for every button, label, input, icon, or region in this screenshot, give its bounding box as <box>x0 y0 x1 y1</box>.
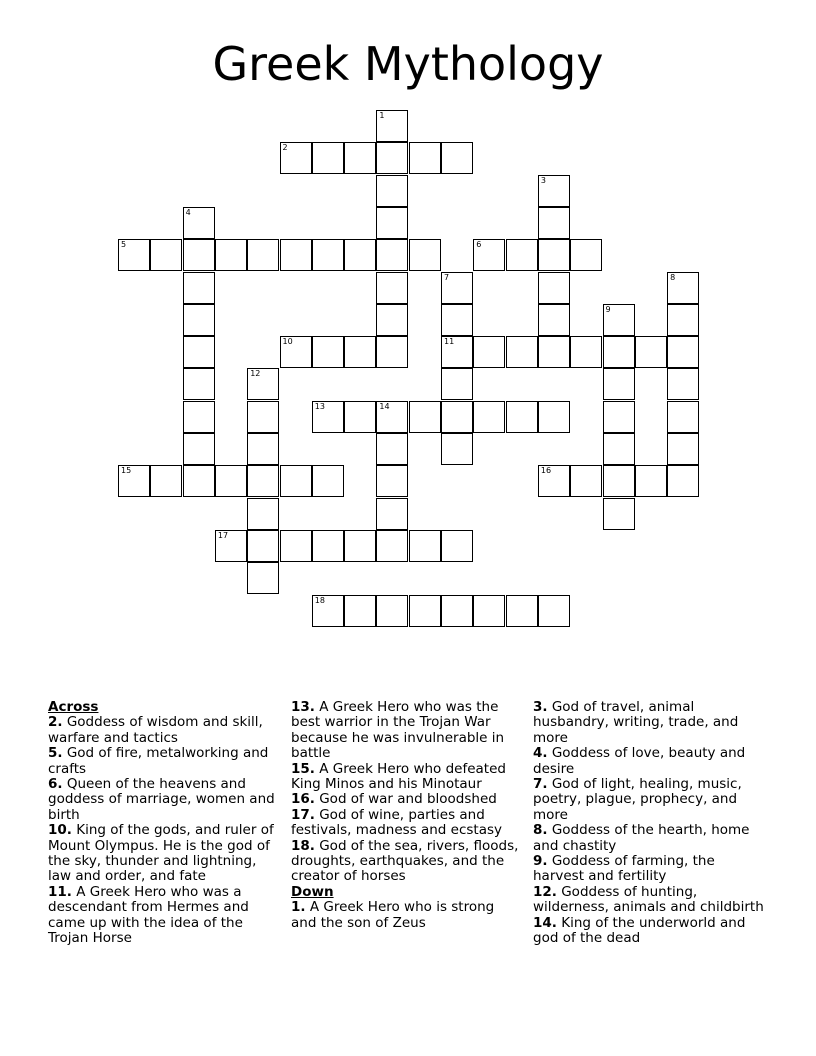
grid-cell[interactable] <box>247 401 279 433</box>
grid-cell[interactable] <box>344 595 376 627</box>
cell-number: 6 <box>476 240 482 250</box>
cell-number: 4 <box>185 207 191 217</box>
grid-cell[interactable] <box>344 530 376 562</box>
grid-cell[interactable] <box>506 595 538 627</box>
grid-cell[interactable] <box>312 142 344 174</box>
grid-cell[interactable] <box>376 207 408 239</box>
grid-cell[interactable] <box>376 498 408 530</box>
grid-cell[interactable] <box>312 336 344 368</box>
grid-cell[interactable] <box>603 498 635 530</box>
down-header: Down <box>291 883 334 900</box>
grid-cell[interactable] <box>183 207 215 239</box>
grid-cell[interactable] <box>538 272 570 304</box>
grid-cell[interactable] <box>409 239 441 271</box>
grid-cell[interactable] <box>441 401 473 433</box>
grid-cell[interactable] <box>118 239 150 271</box>
grid-cell[interactable] <box>312 239 344 271</box>
grid-cell[interactable] <box>635 465 667 497</box>
clue-down-1: 1. A Greek Hero who is strong and the son of Zeus <box>291 899 495 931</box>
grid-cell[interactable] <box>635 336 667 368</box>
grid-cell[interactable] <box>183 304 215 336</box>
grid-cell[interactable] <box>215 465 247 497</box>
grid-cell[interactable] <box>667 336 699 368</box>
grid-cell[interactable] <box>506 401 538 433</box>
cell-number: 2 <box>282 143 288 153</box>
grid-cell[interactable] <box>667 272 699 304</box>
clue-across-2: 2. Goddess of wisdom and skill, warfare and tactics <box>48 714 263 746</box>
grid-cell[interactable] <box>376 401 408 433</box>
grid-cell[interactable] <box>376 595 408 627</box>
clue-column-2 <box>291 700 523 931</box>
grid-cell[interactable] <box>667 401 699 433</box>
grid-cell[interactable] <box>409 595 441 627</box>
clue-down-4: 4. Goddess of love, beauty and desire <box>533 745 746 777</box>
grid-cell[interactable] <box>441 530 473 562</box>
grid-cell[interactable] <box>183 368 215 400</box>
clue-across-6: 6. Queen of the heavens and goddess of marriage, women and birth <box>48 776 275 823</box>
grid-cell[interactable] <box>538 595 570 627</box>
grid-cell[interactable] <box>312 465 344 497</box>
clue-column-1 <box>48 700 280 947</box>
page-title: Greek Mythology <box>212 37 604 91</box>
grid-cell[interactable] <box>603 465 635 497</box>
grid-cell[interactable] <box>441 304 473 336</box>
cell-number: 3 <box>540 175 546 185</box>
grid-cell[interactable] <box>183 272 215 304</box>
cell-number: 9 <box>605 304 611 314</box>
grid-cell[interactable] <box>441 368 473 400</box>
grid-cell[interactable] <box>280 336 312 368</box>
grid-cell[interactable] <box>441 433 473 465</box>
grid-cell[interactable] <box>667 433 699 465</box>
grid-cell[interactable] <box>603 433 635 465</box>
clue-across-16: 16. God of war and bloodshed <box>291 791 497 808</box>
cell-number: 16 <box>540 466 552 476</box>
grid-cell[interactable] <box>538 239 570 271</box>
grid-cell[interactable] <box>280 465 312 497</box>
across-header: Across <box>48 699 99 715</box>
grid-cell[interactable] <box>538 401 570 433</box>
grid-cell[interactable] <box>344 336 376 368</box>
grid-cell[interactable] <box>344 142 376 174</box>
grid-cell[interactable] <box>409 142 441 174</box>
grid-cell[interactable] <box>441 142 473 174</box>
grid-cell[interactable] <box>538 336 570 368</box>
grid-cell[interactable] <box>667 465 699 497</box>
cell-number: 15 <box>121 466 132 476</box>
grid-cell[interactable] <box>247 530 279 562</box>
clue-across-10: 10. King of the gods, and ruler of Mount Olympus. He is the god of the sky, thunder and lightning, law and order, and fate <box>48 822 274 885</box>
grid-cell[interactable] <box>376 304 408 336</box>
grid-cell[interactable] <box>376 336 408 368</box>
grid-cell[interactable] <box>441 336 473 368</box>
grid-cell[interactable] <box>538 465 570 497</box>
grid-cell[interactable] <box>247 562 279 594</box>
cell-number: 13 <box>314 401 325 411</box>
grid-cell[interactable] <box>312 530 344 562</box>
grid-cell[interactable] <box>376 239 408 271</box>
grid-cell[interactable] <box>473 401 505 433</box>
grid-cell[interactable] <box>570 465 602 497</box>
grid-cell[interactable] <box>312 595 344 627</box>
grid-cell[interactable] <box>247 239 279 271</box>
grid-cell[interactable] <box>570 336 602 368</box>
grid-cell[interactable] <box>506 239 538 271</box>
grid-cell[interactable] <box>376 433 408 465</box>
grid-cell[interactable] <box>280 239 312 271</box>
grid-cell[interactable] <box>183 465 215 497</box>
grid-cell[interactable] <box>603 368 635 400</box>
grid-cell[interactable] <box>473 336 505 368</box>
grid-cell[interactable] <box>441 272 473 304</box>
grid-cell[interactable] <box>409 401 441 433</box>
grid-cell[interactable] <box>538 304 570 336</box>
grid-cell[interactable] <box>312 401 344 433</box>
grid-cell[interactable] <box>215 530 247 562</box>
grid-cell[interactable] <box>183 401 215 433</box>
grid-cell[interactable] <box>409 530 441 562</box>
clue-down-14: 14. King of the underworld and god of the dead <box>533 914 746 947</box>
clue-down-3: 3. God of travel, animal husbandry, writing, trade, and more <box>533 699 739 746</box>
clue-down-12: 12. Goddess of hunting, wilderness, animals and childbirth <box>533 883 764 916</box>
grid-cell[interactable] <box>473 595 505 627</box>
cell-number: 7 <box>444 272 450 282</box>
clue-column-3 <box>533 700 765 947</box>
grid-cell[interactable] <box>441 595 473 627</box>
clue-across-15: 15. A Greek Hero who defeated King Minos and his Minotaur <box>291 760 506 793</box>
clue-down-8: 8. Goddess of the hearth, home and chastity <box>533 822 750 854</box>
cell-number: 1 <box>379 111 385 120</box>
grid-cell[interactable] <box>150 239 182 271</box>
clue-across-5: 5. God of fire, metalworking and crafts <box>48 745 269 777</box>
cell-number: 10 <box>282 337 293 347</box>
cell-number: 5 <box>121 240 127 250</box>
grid-cell[interactable] <box>344 401 376 433</box>
cell-number: 11 <box>444 337 455 347</box>
grid-cell[interactable] <box>183 433 215 465</box>
grid-cell[interactable] <box>183 336 215 368</box>
grid-cell[interactable] <box>376 465 408 497</box>
grid-cell[interactable] <box>376 142 408 174</box>
clue-across-17: 17. God of wine, parties and festivals, madness and ecstasy <box>291 806 503 839</box>
grid-cell[interactable] <box>603 304 635 336</box>
clue-across-18: 18. God of the sea, rivers, floods, droughts, earthquakes, and the creator of horses <box>291 837 519 885</box>
grid-cell[interactable] <box>118 465 150 497</box>
grid-cell[interactable] <box>150 465 182 497</box>
grid-cell[interactable] <box>376 175 408 207</box>
grid-cell[interactable] <box>538 175 570 207</box>
cell-number: 12 <box>250 369 261 379</box>
cell-number: 17 <box>217 530 229 540</box>
clue-down-9: 9. Goddess of farming, the harvest and fertility <box>533 853 715 885</box>
clue-across-11: 11. A Greek Hero who was a descendant from Hermes and came up with the idea of the Trojan Horse <box>48 883 249 947</box>
clue-down-7: 7. God of light, healing, music, poetry, plague, prophecy, and more <box>533 776 742 823</box>
grid-cell[interactable] <box>667 368 699 400</box>
grid-cell[interactable] <box>667 304 699 336</box>
grid-cell[interactable] <box>376 530 408 562</box>
grid-cell[interactable] <box>570 239 602 271</box>
grid-cell[interactable] <box>280 142 312 174</box>
grid-cell[interactable] <box>376 272 408 304</box>
grid-cell[interactable] <box>473 239 505 271</box>
grid-cell[interactable] <box>506 336 538 368</box>
cell-number: 18 <box>314 595 325 605</box>
grid-cell[interactable] <box>280 530 312 562</box>
grid-cell[interactable] <box>603 336 635 368</box>
grid-cell[interactable] <box>247 465 279 497</box>
grid-cell[interactable] <box>247 498 279 530</box>
grid-cell[interactable] <box>247 433 279 465</box>
grid-cell[interactable] <box>183 239 215 271</box>
grid-cell[interactable] <box>247 368 279 400</box>
clue-across-13: 13. A Greek Hero who was the best warrior in the Trojan War because he was invulnerable in battle <box>291 699 505 762</box>
grid-cell[interactable] <box>344 239 376 271</box>
cell-number: 8 <box>670 272 676 282</box>
grid-cell[interactable] <box>538 207 570 239</box>
cell-number: 14 <box>379 401 390 411</box>
grid-cell[interactable] <box>376 110 408 142</box>
grid-cell[interactable] <box>603 401 635 433</box>
grid-cell[interactable] <box>215 239 247 271</box>
